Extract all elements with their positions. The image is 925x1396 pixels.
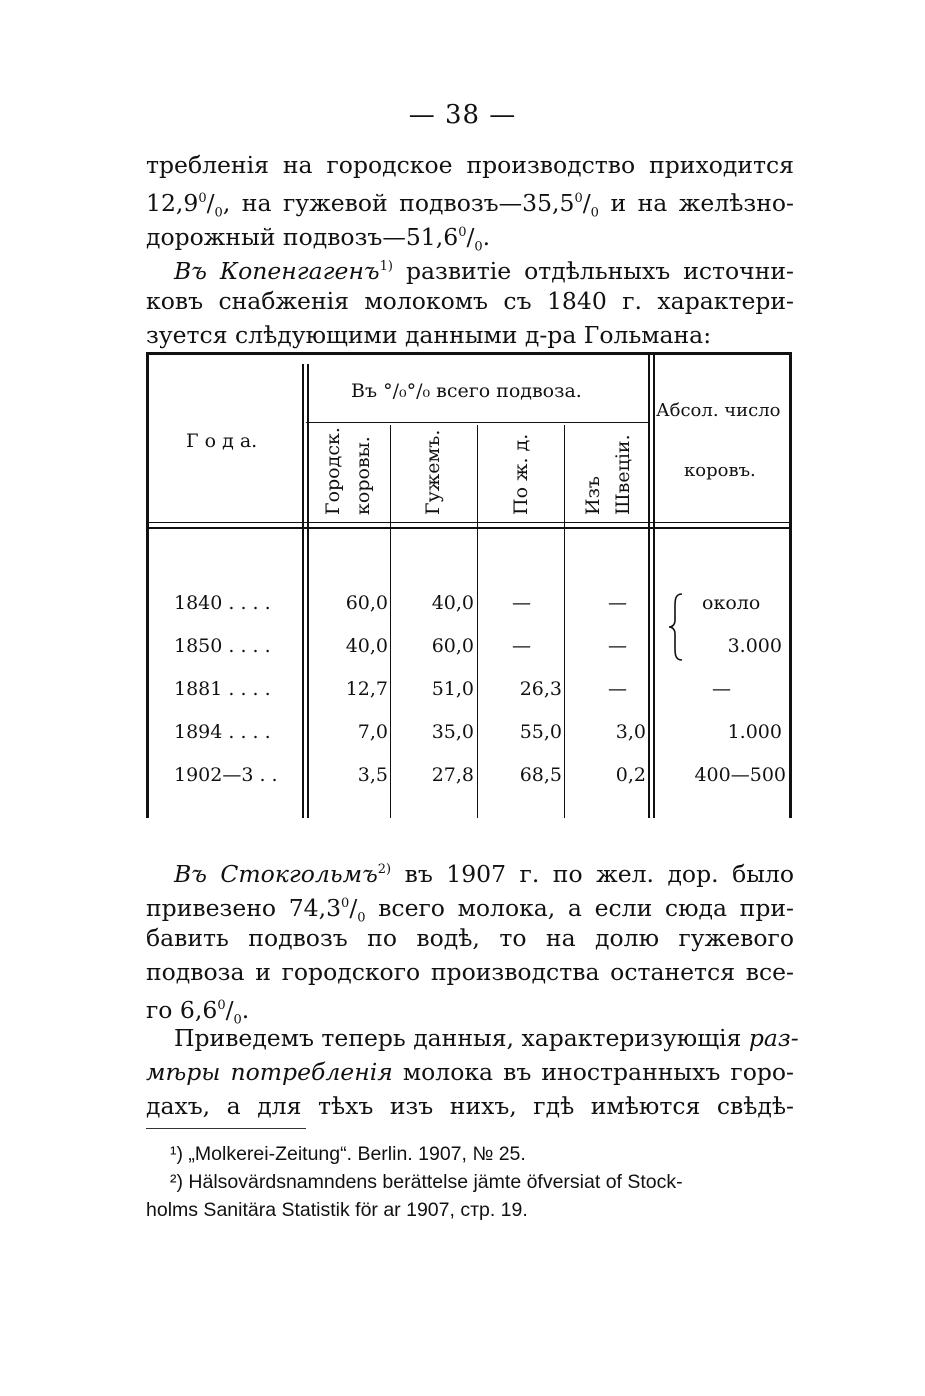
p3-line-3: бавить подвозъ по водѣ, то на долю гужевого (146, 924, 794, 952)
p4-line-2b: молока въ иностранныхъ горо- (402, 1058, 794, 1086)
footnote-2: ²) Hälsovärdsnamndens berättelse jämte öfversiat of Stock- (170, 1171, 683, 1193)
paragraph-2 (146, 250, 794, 352)
city-copenhagen: Въ Копенгагенъ (174, 257, 380, 285)
page-number: — 38 — (408, 100, 517, 130)
cell-city: 60,0 (345, 592, 388, 614)
cell-sweden: — (608, 592, 627, 614)
p3-line-2a: привезено 74,3 (146, 894, 342, 922)
row-year: 1850 . . . . (174, 635, 271, 657)
paragraph-4 (146, 1021, 799, 1123)
cell-rail: 68,5 (519, 764, 562, 786)
col-header-city-cows-2: коровы. (352, 436, 374, 515)
p2-line-1-rest: развитіе отдѣльныхъ источни- (405, 257, 794, 285)
p1-line-2b: на гужевой подвозъ—35,5 (241, 189, 575, 217)
paragraph-3 (146, 853, 794, 1028)
p4-line-3: дахъ, а для тѣхъ изъ нихъ, гдѣ имѣются свѣдѣ- (146, 1092, 794, 1120)
row-year: 1840 . . . . (174, 592, 271, 614)
cell-abs: — (712, 678, 731, 700)
p4-line-2 (146, 1055, 794, 1089)
col-header-sweden-1: Изъ (582, 475, 604, 515)
cell-rail: 26,3 (519, 678, 562, 700)
cell-rail: 55,0 (519, 721, 562, 743)
p3-line-2b: всего молока, а если сюда при- (378, 894, 794, 922)
group-header: Въ °/₀°/₀ всего подвоза. (351, 380, 582, 402)
abs-header-1: Абсол. число (656, 400, 781, 421)
p4-line-2a: мѣры потребленія (146, 1058, 393, 1086)
value-12-9: 12,9 (146, 189, 199, 217)
cell-rail: — (512, 592, 531, 614)
abs-header-2: коровъ. (684, 460, 756, 481)
cell-abs: 400—500 (694, 764, 786, 786)
cell-city: 40,0 (345, 635, 388, 657)
cell-city: 3,5 (357, 764, 388, 786)
col-header-rail: По ж. д. (510, 433, 532, 515)
p1-line-3: дорожный $подвозъ—51,6^0/_0$. (146, 223, 491, 255)
p4-line-1b: раз- (748, 1024, 799, 1052)
curly-brace-icon (666, 592, 686, 662)
year-header: Г о д а. (186, 430, 258, 452)
cell-carts: 35,0 (431, 721, 474, 743)
p3-line-1-rest: въ 1907 г. по жел. дор. было (404, 860, 794, 888)
footnote-2-cont: holms Sanitära Statistik för ar 1907, стр. 19. (146, 1199, 528, 1221)
p3-line-5: го $6,6^0/_0$. (146, 996, 250, 1028)
p1-line-2: $12,9^0/_0$, на гужевой $подвозъ—35,5^0/_0$ и на желѣзно- (146, 189, 794, 221)
cell-rail: — (512, 635, 531, 657)
paragraph-1 (146, 148, 794, 255)
p1-line-2c: и на желѣзно- (610, 189, 794, 217)
row-year: 1894 . . . . (174, 721, 271, 743)
p4-line-1a: Приведемъ теперь данныя, характеризующія (174, 1024, 742, 1052)
cell-carts: 60,0 (431, 635, 474, 657)
row-year: 1902—3 . . (174, 764, 278, 786)
cell-abs: 1.000 (727, 721, 782, 743)
cell-sweden: 3,0 (615, 721, 646, 743)
col-header-sweden-2: Швеціи. (612, 434, 634, 515)
p3-line-4: подвоза и городского производства останется все- (146, 958, 794, 986)
p1-line-1: требленія на городское производство приходится (146, 151, 794, 179)
footnote-divider (146, 1128, 306, 1129)
cell-city: 7,0 (357, 721, 388, 743)
p3-line-5a: го 6,6 (146, 996, 218, 1024)
cell-sweden: 0,2 (615, 764, 646, 786)
footnote-ref-1: 1) (379, 259, 393, 274)
p2-line-1 (146, 250, 794, 284)
p1-line-3a: дорожный подвозъ—51,6 (146, 223, 459, 251)
cell-carts: 27,8 (431, 764, 474, 786)
row-year: 1881 . . . . (174, 678, 271, 700)
city-stockholm: Въ Стокгольмъ (174, 860, 378, 888)
p3-line-1 (146, 853, 794, 887)
p2-line-3: зуется слѣдующими данными д-ра Гольмана: (146, 321, 712, 349)
p3-line-2: привезено $74,3^0/_0$ всего молока, а если сюда при- (146, 894, 794, 926)
p4-line-1 (146, 1021, 799, 1055)
footnotes (146, 1140, 796, 1224)
brace-text-bottom: 3.000 (727, 635, 782, 657)
col-header-carts: Гужемъ. (422, 429, 444, 515)
cell-sweden: — (608, 678, 627, 700)
cell-sweden: — (608, 635, 627, 657)
cell-carts: 40,0 (431, 592, 474, 614)
cell-carts: 51,0 (431, 678, 474, 700)
col-header-city-cows-1: Городск. (322, 427, 344, 515)
data-table (146, 352, 792, 818)
footnote-1: ¹) „Molkerei-Zeitung“. Berlin. 1907, № 25. (170, 1143, 526, 1165)
footnote-ref-2: 2) (377, 862, 392, 877)
brace-text-top: около (702, 592, 761, 614)
p2-line-2: ковъ снабженія молокомъ съ 1840 г. характери- (146, 287, 794, 315)
cell-city: 12,7 (345, 678, 388, 700)
